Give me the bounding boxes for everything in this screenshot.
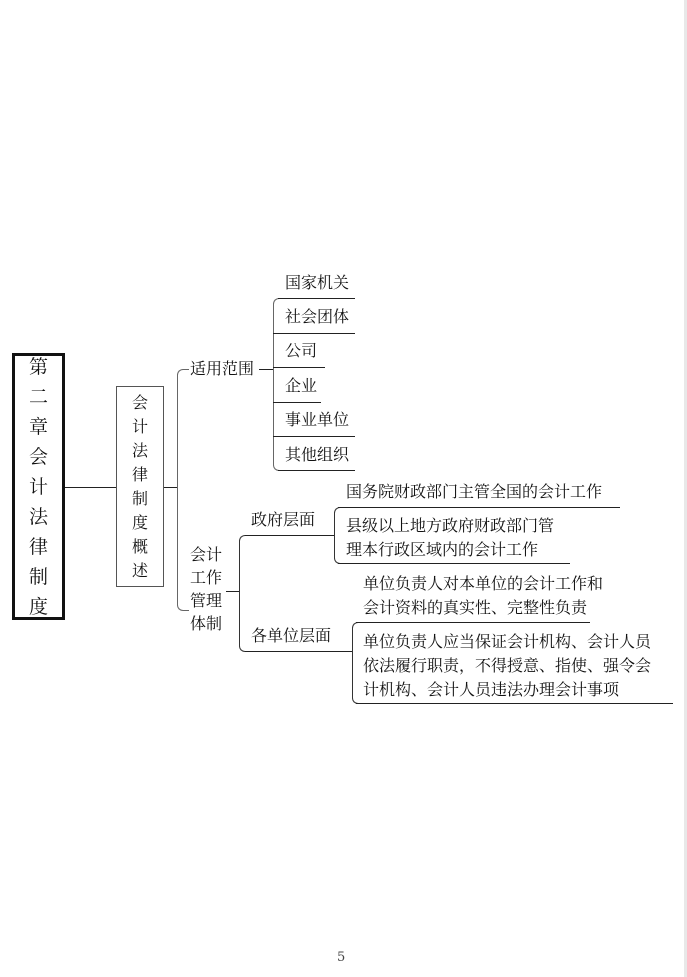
government-level-label: 政府层面 [251,510,316,529]
scope-item-underline [278,470,355,471]
section-bracket [177,369,189,611]
chapter-title-char: 律 [28,535,48,558]
section-title-char: 律 [131,464,148,484]
chapter-title-char: 法 [28,505,48,528]
scope-item-underline [273,367,325,368]
section-title-char: 会 [131,392,148,412]
chapter-title-char: 会 [28,445,48,468]
management-label-line: 管理 [190,591,223,610]
chapter-title-box [12,353,65,620]
government-bracket [334,507,344,564]
connector-management [226,591,240,592]
section-title-char: 计 [131,416,148,436]
management-bracket [239,535,251,652]
unit-item-line: 单位负责人对本单位的会计工作和 [363,574,604,593]
section-title-char: 度 [131,512,148,532]
scope-label: 适用范围 [190,359,255,378]
government-item-underline [338,563,570,564]
gov-underline [245,535,335,536]
scope-item-underline [278,298,355,299]
chapter-title-char: 章 [28,415,48,438]
connector-root-section [65,487,116,488]
unit-item-line: 计机构、会计人员违法办理会计事项 [363,680,620,699]
scope-item: 企业 [285,376,318,395]
government-item-line: 县级以上地方政府财政部门管 [346,516,555,535]
government-item [346,514,554,562]
government-item-line: 国务院财政部门主管全国的会计工作 [346,482,603,501]
unit-item-underline [356,622,590,623]
chapter-title-char: 二 [28,385,48,408]
unit-item-underline [356,703,673,704]
section-title-char: 概 [131,536,148,556]
unit-level-label: 各单位层面 [251,626,332,645]
unit-item-line: 单位负责人应当保证会计机构、会计人员 [363,632,652,651]
unit-underline [245,651,353,652]
scope-item: 国家机关 [285,273,350,292]
scope-item: 社会团体 [285,307,350,326]
unit-item [363,572,603,620]
scope-item: 其他组织 [285,445,350,464]
scope-bracket [273,298,283,471]
unit-bracket [352,622,362,704]
unit-item [363,630,651,702]
management-label-line: 工作 [190,568,223,587]
unit-item-line: 会计资料的真实性、完整性负责 [363,598,588,617]
management-label-line: 会计 [190,545,223,564]
section-title-box [116,386,164,587]
chapter-title-char: 计 [28,475,48,498]
chapter-title-char: 度 [28,595,48,618]
management-label-line: 体制 [190,614,223,633]
scope-item-underline [273,402,321,403]
scope-item-underline [273,333,355,334]
chapter-title-char: 制 [28,565,48,588]
page-number: 5 [337,950,346,965]
scope-item-underline [273,436,355,437]
government-item-underline [338,507,620,508]
connector-section-bracket [164,487,178,488]
government-item [346,480,602,504]
connector-scope [259,369,274,370]
section-title-char: 制 [131,488,148,508]
management-label [190,543,222,635]
section-title-char: 法 [131,440,148,460]
section-title-char: 述 [131,560,148,580]
scope-item: 事业单位 [285,410,350,429]
chapter-title-char: 第 [28,355,48,378]
government-item-line: 理本行政区域内的会计工作 [346,540,539,559]
scope-item: 公司 [285,341,318,360]
unit-item-line: 依法履行职责，不得授意、指使、强令会 [363,656,652,675]
